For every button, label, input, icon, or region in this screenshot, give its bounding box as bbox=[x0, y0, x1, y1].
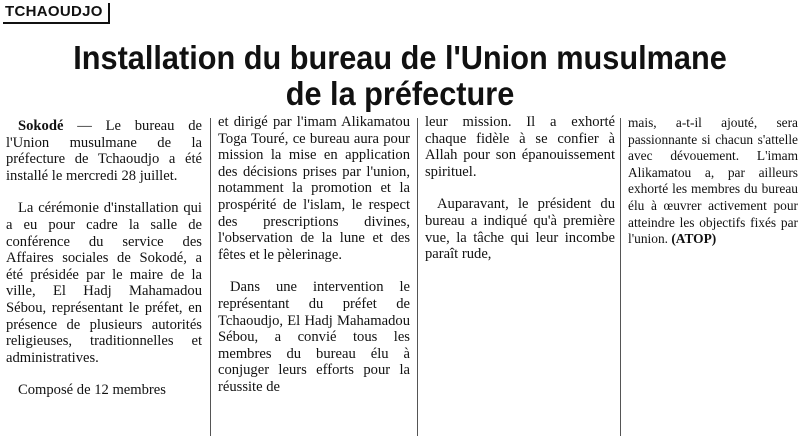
subheading: Composé de 12 membres bbox=[18, 382, 166, 399]
article-column-4 bbox=[628, 115, 798, 264]
column-rule bbox=[210, 118, 211, 436]
paragraph: La cérémonie d'installation qui a eu pour cadre la salle de conférence du service des Affaires sociales de Sokodé, a été présidée par le maire de la ville, El Hadj Mahamadou Sébou, représentant le préfet, en présence de plusieurs autorités religieuses, traditionnelles et administratives. bbox=[6, 200, 202, 366]
paragraph: Auparavant, le président du bureau a indiqué qu'à première vue, la tâche qui leur incombe paraît rude, bbox=[425, 196, 615, 263]
article-headline bbox=[28, 40, 772, 112]
column-rule bbox=[417, 118, 418, 436]
paragraph: Dans une intervention le représentant du préfet de Tchaoudjo, El Hadj Mahamadou Sébou, a convié tous les membres du bureau élu à conjuger leurs efforts pour la réussite de bbox=[218, 279, 410, 395]
paragraph bbox=[6, 118, 202, 184]
article-column-3 bbox=[425, 114, 615, 279]
dateline: Sokodé bbox=[18, 118, 64, 134]
paragraph-text: mais, a-t-il ajouté, sera passionnante si chacun s'attelle avec dévouement. L'imam Alikamatou a, par ailleurs exhorté les membres du bureau élu à œuvrer activement pour atteindre les objectifs fixés par l'union. bbox=[628, 115, 798, 247]
paragraph-text: — Le bureau de l'Union musulmane de la préfecture de Tchaoudjo a été installé le mercredi 28 juillet. bbox=[6, 118, 202, 184]
headline-line-1: Installation du bureau de l'Union musulmane bbox=[73, 39, 727, 76]
paragraph: et dirigé par l'imam Alikamatou Toga Touré, ce bureau aura pour mission la mise en application des décisions prises par l'union, notamment la promotion et la prospérité de l'islam, le respect des prescriptions divines, l'observation de la lune et des fêtes et le pèlerinage. bbox=[218, 114, 410, 263]
column-rule bbox=[620, 118, 621, 436]
headline-line-2: de la préfecture bbox=[285, 75, 515, 112]
section-tag: TCHAOUDJO bbox=[3, 3, 110, 24]
paragraph bbox=[628, 115, 798, 248]
agency-credit: (ATOP) bbox=[671, 231, 717, 247]
paragraph: leur mission. Il a exhorté chaque fidèle à se confier à Allah pour son épanouissement spirituel. bbox=[425, 114, 615, 180]
article-column-2 bbox=[218, 114, 410, 412]
article-column-1 bbox=[6, 118, 202, 415]
